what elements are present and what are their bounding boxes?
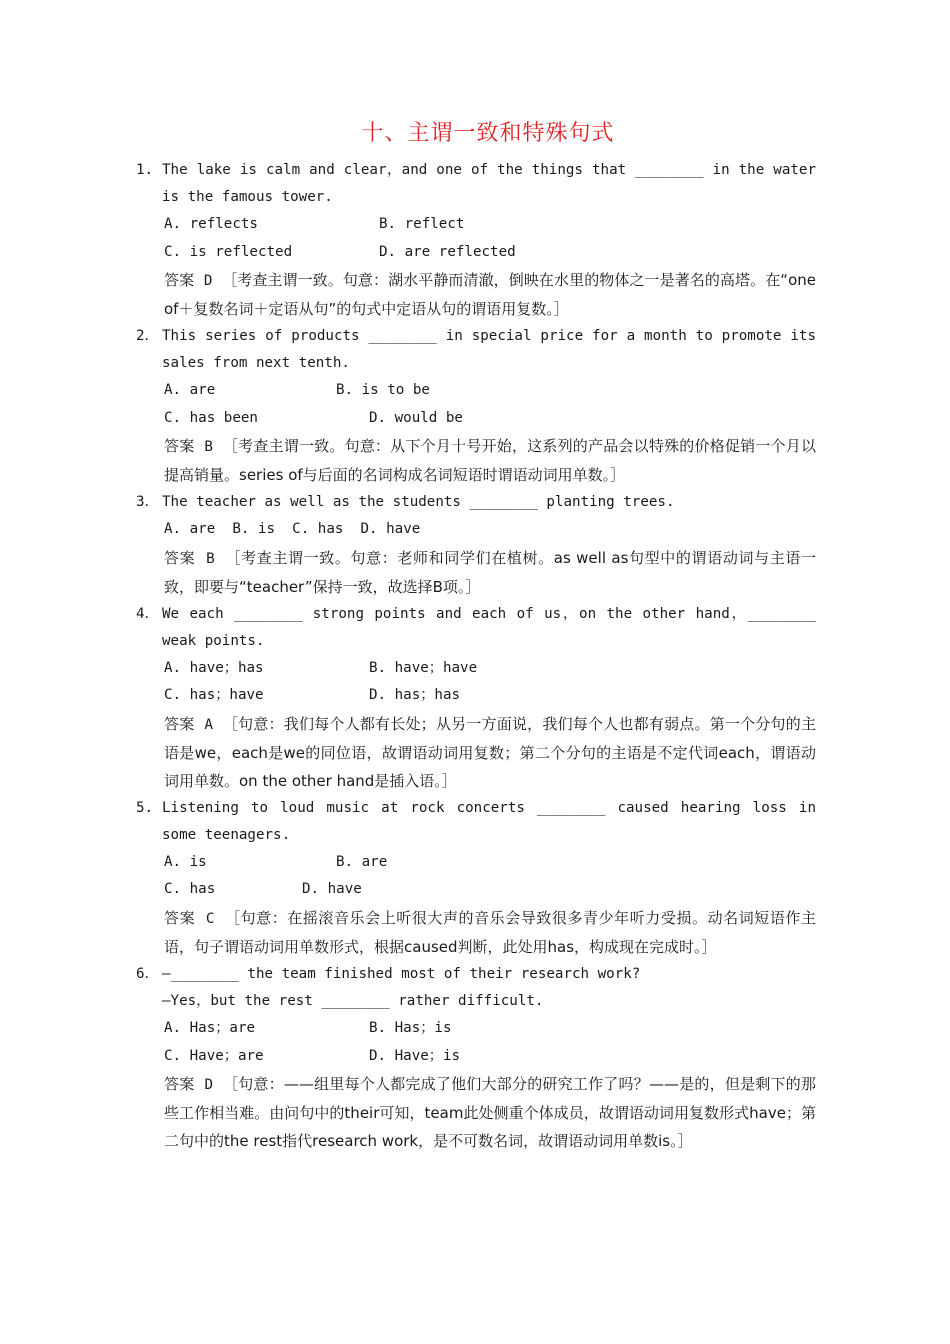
option-b: B. have；have [369,659,478,676]
answer-letter: D [204,1077,213,1093]
option-a: A. reflects [164,216,258,232]
question-text: Listening to loud music at rock concerts ________ caused hearing loss in some teenagers. [162,799,816,843]
options [164,516,816,544]
answer-block [164,710,816,795]
option-c: C. has [164,881,216,897]
question-stem [136,601,816,655]
options [164,655,816,710]
options [164,377,816,432]
options [164,849,816,904]
option-c: C. has [292,521,344,537]
question-text: We each ________ strong points and each of us，on the other hand，________ weak points. [162,605,816,649]
answer-explanation: ［句意：在摇滚音乐会上听很大声的音乐会导致很多青少年听力受损。动名词短语作主语，句子谓语动词用单数形式，根据caused判断，此处用has，构成现在完成时。］ [164,908,816,956]
option-a: A. are [164,382,216,398]
question-number: 5. [136,799,154,816]
option-a: A. is [164,853,207,870]
answer-label: 答案 [164,714,195,733]
answer-explanation: ［句意：我们每个人都有长处；从另一方面说，我们每个人也都有弱点。第一个分句的主语是we，each是we的同位语，故谓语动词用复数；第二个分句的主语是不定代词each，谓语动词用单数。on the other hand是插入语。］ [164,714,816,790]
question-stem [136,489,816,516]
option-a: A. have；has [164,659,264,676]
answer-label: 答案 [164,1075,195,1093]
question-stem [136,961,816,988]
answer-block [164,544,816,601]
option-c: C. Have；are [164,1047,264,1064]
options [164,211,816,266]
option-d: D. are reflected [379,243,516,260]
question-4 [136,601,816,795]
answer-explanation: ［考查主谓一致。句意：从下个月十号开始，这系列的产品会以特殊的价格促销一个月以提高销量。series of与后面的名词构成名词短语时谓语动词用单数。］ [164,437,816,484]
option-b: B. is to be [336,382,430,398]
question-number: 1. [136,162,154,178]
option-b: B. reflect [379,216,465,232]
question-text: This series of products ________ in special price for a month to promote its sales from next tenth. [162,328,816,371]
question-1 [136,157,816,323]
option-d: D. have [302,881,362,897]
question-stem [136,323,816,377]
question-number: 2． [136,328,159,344]
option-d: D. Have；is [369,1047,461,1064]
answer-block [164,432,816,489]
answer-letter: D [203,273,213,289]
answer-label: 答案 [164,271,195,289]
option-a: A. Has；are [164,1020,256,1036]
question-stem [136,157,816,211]
option-c: C. has；have [164,687,264,703]
option-c: C. is reflected [164,243,293,260]
question-reply-line: —Yes，but the rest ________ rather difficult. [162,992,544,1009]
question-number: 6． [136,965,159,982]
question-5 [136,795,816,961]
answer-label: 答案 [164,908,196,927]
option-b: B. are [336,853,388,870]
question-number: 4． [136,605,159,622]
question-number: 3． [136,494,159,510]
option-b: B. is [232,521,276,537]
answer-label: 答案 [164,548,196,567]
question-stem [136,795,816,849]
page-title: 十、主谓一致和特殊句式 [361,121,615,146]
option-a: A. are [164,521,216,537]
answer-block [164,266,816,323]
answer-letter: B [204,439,213,455]
option-c: C. has been [164,409,258,426]
question-list [136,157,816,1155]
question-3 [136,489,816,601]
question-2 [136,323,816,489]
option-b: B. Has；is [369,1020,452,1036]
answer-explanation: ［句意：——组里每个人都完成了他们大部分的研究工作了吗？——是的，但是剩下的那些工作相当难。由问句中的their可知，team此处侧重个体成员，故谓语动词用复数形式have；第二句中的the rest指代research work，是不可数名词，故谓语动词用单数is。］ [164,1075,816,1150]
question-text: The teacher as well as the students ________ planting trees. [162,494,675,510]
answer-letter: A [204,716,213,733]
option-d: D. would be [369,409,463,426]
answer-explanation: ［考查主谓一致。句意：老师和同学们在植树。as well as句型中的谓语动词与主语一致，即要与“teacher”保持一致，故选择B项。］ [164,548,816,596]
option-d: D. have [360,521,421,537]
answer-block [164,1070,816,1155]
answer-letter: B [206,550,215,567]
question-text: —________ the team finished most of their research work? [162,965,641,982]
option-d: D. has；has [369,687,461,703]
question-6 [136,961,816,1156]
answer-explanation: ［考查主谓一致。句意：湖水平静而清澈，倒映在水里的物体之一是著名的高塔。在“one of＋复数名词＋定语从句”的句式中定语从句的谓语用复数。］ [164,271,816,318]
answer-label: 答案 [164,437,195,455]
options [164,1015,816,1070]
question-text: The lake is calm and clear，and one of the things that ________ in the water is the famous tower. [162,162,816,205]
answer-block [164,904,816,961]
answer-letter: C [205,910,215,927]
